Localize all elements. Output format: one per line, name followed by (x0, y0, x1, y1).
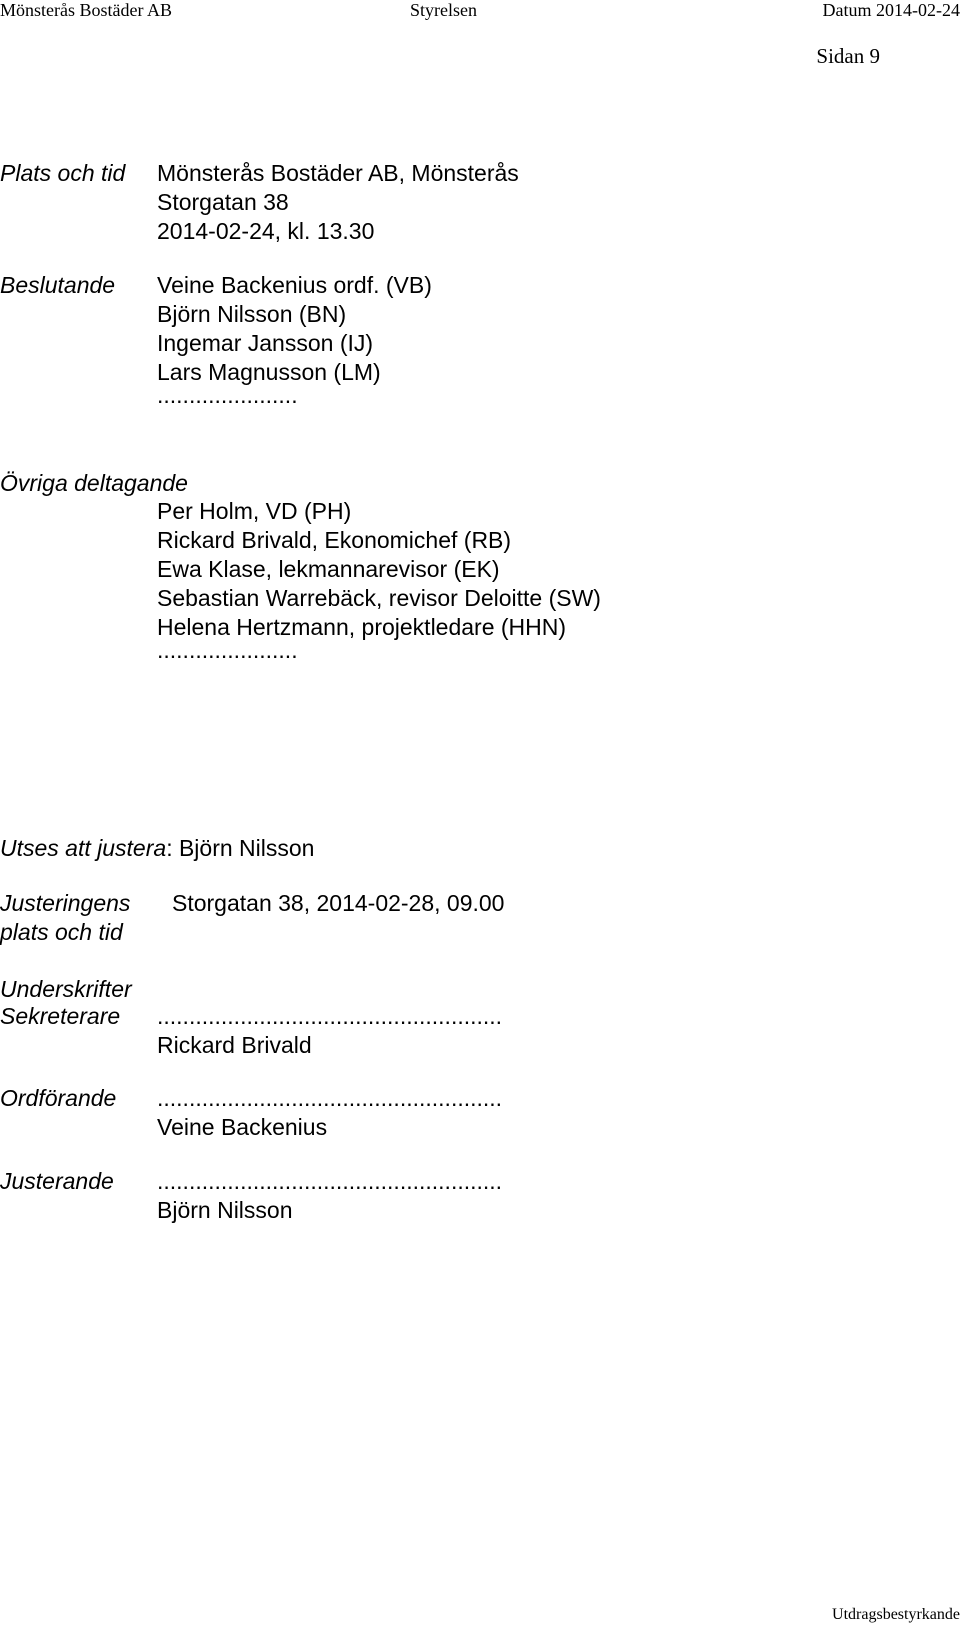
other-person: Helena Hertzmann, projektledare (HHN) (157, 614, 567, 640)
other-person: Sebastian Warrebäck, revisor Deloitte (SW) (157, 585, 601, 611)
decider-dots: ...................... (157, 382, 298, 408)
signatures-heading: Underskrifter (0, 976, 132, 1002)
page-number: Sidan 9 (816, 44, 880, 68)
other-person: Per Holm, VD (PH) (157, 498, 352, 524)
decider-item: Veine Backenius ordf. (VB) (157, 272, 432, 298)
others-dots: ...................... (157, 637, 298, 663)
adjuster-signature-line: ...................................................... (157, 1168, 503, 1194)
footer-certification: Utdragsbestyrkande (832, 1606, 960, 1623)
secretary-signature-line: ...................................................... (157, 1003, 503, 1029)
place-label: Plats och tid (0, 160, 126, 186)
appointed-adjuster (0, 834, 314, 863)
decider-item: Ingemar Jansson (IJ) (157, 330, 374, 356)
appointed-name: : Björn Nilsson (166, 835, 315, 861)
decider-item: Björn Nilsson (BN) (157, 301, 347, 327)
place-line: Storgatan 38 (157, 189, 289, 215)
place-line: 2014-02-24, kl. 13.30 (157, 218, 375, 244)
justering-place-value: Storgatan 38, 2014-02-28, 09.00 (172, 890, 505, 916)
others-label: Övriga deltagande (0, 470, 188, 496)
place-line: Mönsterås Bostäder AB, Mönsterås (157, 160, 519, 186)
appointed-label: Utses att justera (0, 835, 167, 861)
header-board: Styrelsen (410, 0, 477, 20)
other-person: Rickard Brivald, Ekonomichef (RB) (157, 527, 512, 553)
justering-place-label: Justeringens (0, 890, 131, 916)
chair-signature-line: ...................................................... (157, 1085, 503, 1111)
header-company: Mönsterås Bostäder AB (0, 0, 172, 20)
chair-name: Veine Backenius (157, 1114, 328, 1140)
secretary-label: Sekreterare (0, 1003, 121, 1029)
adjuster-name: Björn Nilsson (157, 1197, 293, 1223)
justering-place-label: plats och tid (0, 919, 123, 945)
deciders-label: Beslutande (0, 272, 116, 298)
header-date: Datum 2014-02-24 (822, 0, 960, 20)
secretary-name: Rickard Brivald (157, 1032, 312, 1058)
adjuster-label: Justerande (0, 1168, 114, 1194)
decider-item: Lars Magnusson (LM) (157, 359, 381, 385)
chair-label: Ordförande (0, 1085, 117, 1111)
other-person: Ewa Klase, lekmannarevisor (EK) (157, 556, 500, 582)
